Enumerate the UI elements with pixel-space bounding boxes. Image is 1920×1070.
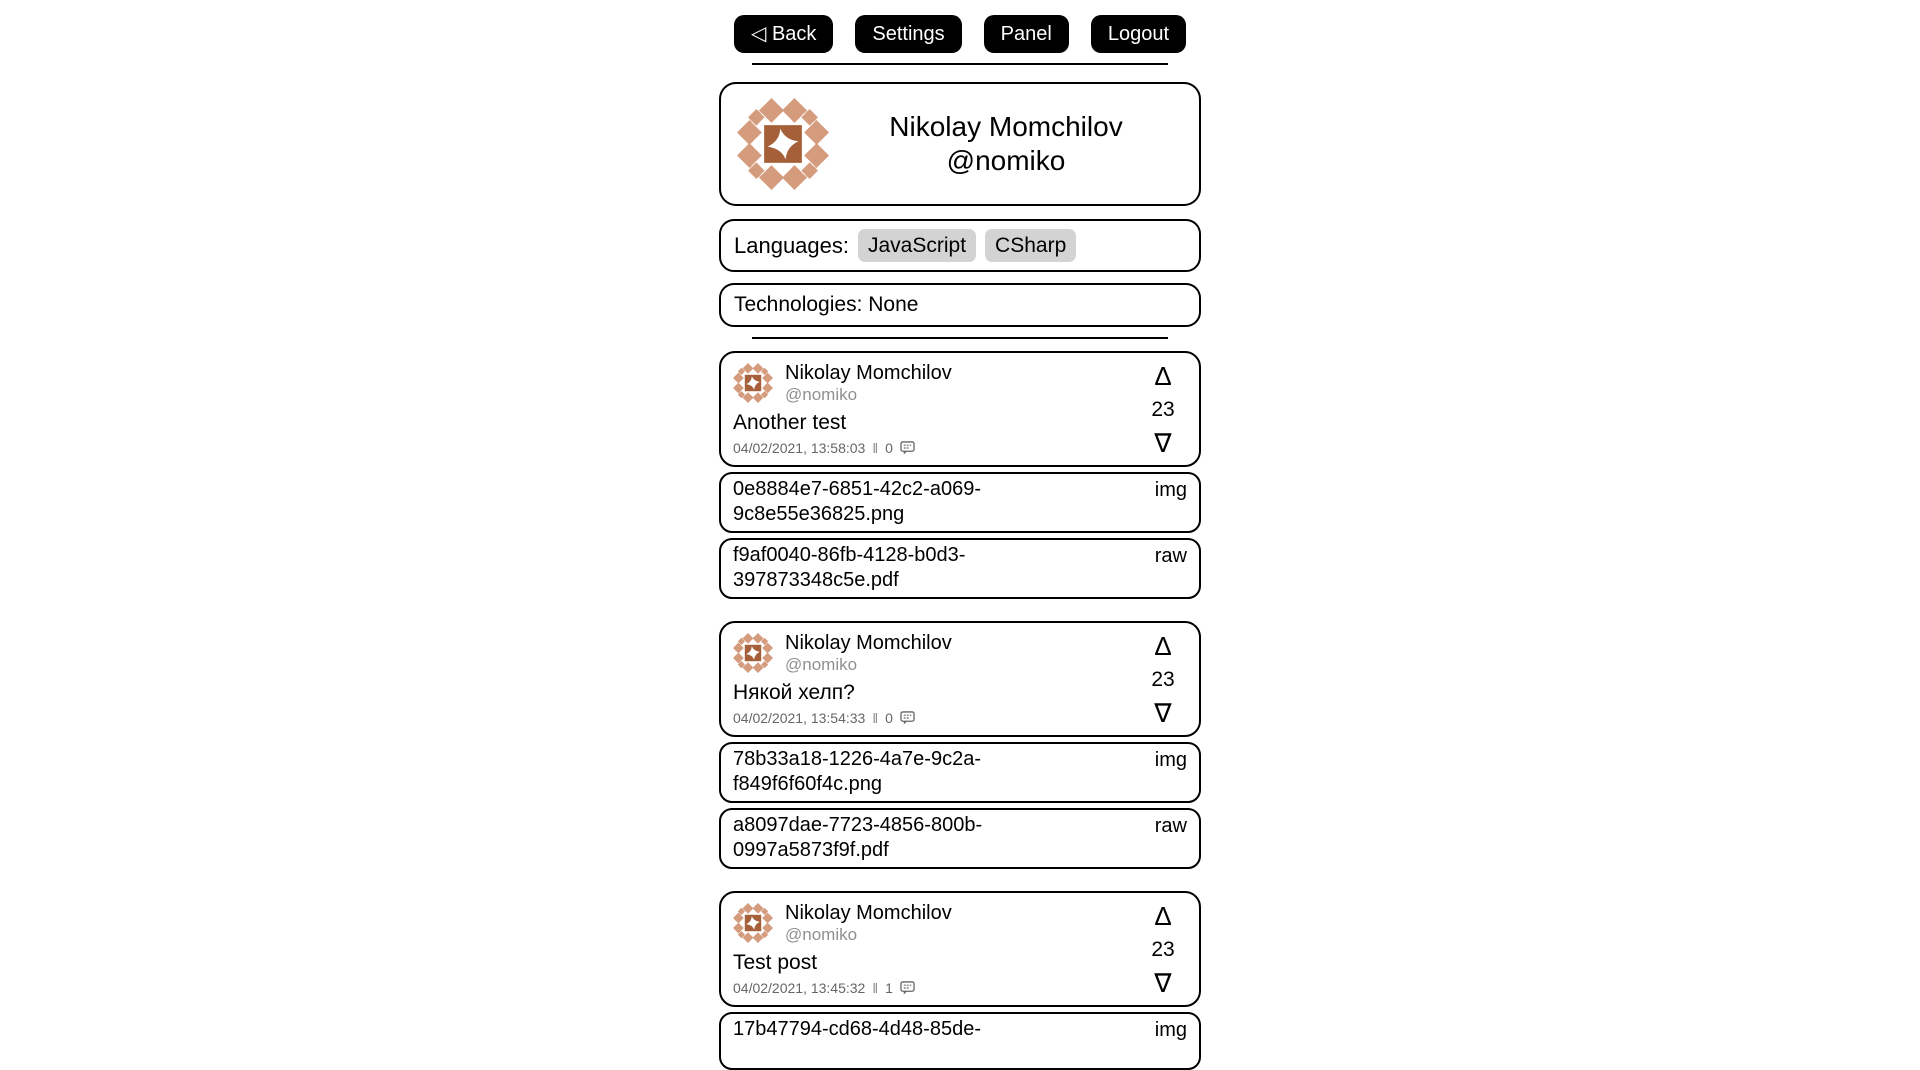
vote-count: 23 (1151, 937, 1175, 961)
language-tag-csharp[interactable]: CSharp (985, 229, 1076, 262)
attachment-filename: 17b47794-cd68-4d48-85de- (733, 1018, 981, 1041)
post-header (733, 361, 1139, 405)
profile-name: Nikolay Momchilov (889, 111, 1123, 142)
top-toolbar (719, 0, 1201, 53)
profile-card (719, 82, 1201, 206)
settings-button[interactable]: Settings (855, 15, 961, 53)
profile-names (829, 110, 1183, 178)
post-comment-count: 0 (885, 440, 893, 457)
upvote-button[interactable]: Δ (1154, 901, 1172, 932)
post-card[interactable] (719, 891, 1201, 1007)
attachment-row[interactable] (719, 808, 1201, 869)
downvote-button[interactable]: ∇ (1154, 968, 1172, 999)
attachment-filename: 0e8884e7-6851-42c2-a069- 9c8e55e36825.png (733, 478, 981, 526)
meta-separator: ‖ (872, 440, 879, 457)
post-comment-count: 1 (885, 980, 893, 997)
vote-count: 23 (1151, 667, 1175, 691)
post-author-name: Nikolay Momchilov (785, 362, 952, 385)
post-header (733, 901, 1139, 945)
posts-list (719, 351, 1201, 1070)
attachment-type-badge: raw (1154, 545, 1187, 568)
post-avatar (733, 363, 773, 403)
post-author-handle: @nomiko (785, 655, 858, 675)
language-tag-javascript[interactable]: JavaScript (858, 229, 976, 262)
meta-separator: ‖ (872, 980, 879, 997)
post-header (733, 631, 1139, 675)
post-card[interactable] (719, 351, 1201, 467)
downvote-button[interactable]: ∇ (1154, 698, 1172, 729)
post-author-handle: @nomiko (785, 925, 858, 945)
comment-icon (900, 711, 915, 725)
comment-icon (900, 981, 915, 995)
downvote-button[interactable]: ∇ (1154, 428, 1172, 459)
attachment-type-badge: raw (1154, 815, 1187, 838)
attachment-filename: a8097dae-7723-4856-800b- 0997a5873f9f.pdf (733, 814, 983, 862)
vote-count: 23 (1151, 397, 1175, 421)
attachment-row[interactable] (719, 538, 1201, 599)
post-meta (733, 980, 1139, 996)
post-timestamp: 04/02/2021, 13:45:32 (733, 980, 866, 997)
post-title[interactable]: Another test (733, 411, 847, 435)
post-main (733, 361, 1139, 456)
post-meta (733, 440, 1139, 456)
post-group (719, 621, 1201, 869)
attachment-row[interactable] (719, 472, 1201, 533)
post-meta (733, 710, 1139, 726)
post-title[interactable]: Test post (733, 951, 818, 975)
languages-card (719, 219, 1201, 272)
attachment-row[interactable] (719, 742, 1201, 803)
profile-handle: @nomiko (946, 145, 1066, 176)
technologies-card (719, 283, 1201, 327)
post-avatar (733, 903, 773, 943)
comment-icon (900, 441, 915, 455)
post-main (733, 901, 1139, 996)
panel-button[interactable]: Panel (984, 15, 1069, 53)
attachment-type-badge: img (1154, 1019, 1187, 1042)
divider-posts (752, 337, 1168, 339)
upvote-button[interactable]: Δ (1154, 631, 1172, 662)
post-card[interactable] (719, 621, 1201, 737)
post-author-block (785, 631, 952, 675)
back-button[interactable]: ◁ Back (734, 15, 833, 53)
attachment-filename: 78b33a18-1226-4a7e-9c2a- f849f6f60f4c.png (733, 748, 981, 796)
profile-avatar (737, 98, 829, 190)
post-author-handle: @nomiko (785, 385, 858, 405)
technologies-label: Technologies: None (734, 293, 919, 317)
meta-separator: ‖ (872, 710, 879, 727)
post-group (719, 351, 1201, 599)
post-comment-count: 0 (885, 710, 893, 727)
page-container (719, 0, 1201, 1070)
post-author-name: Nikolay Momchilov (785, 902, 952, 925)
post-votes (1139, 631, 1187, 729)
post-main (733, 631, 1139, 726)
post-votes (1139, 901, 1187, 999)
post-author-block (785, 901, 952, 945)
languages-label: Languages: (734, 232, 849, 258)
divider-top (752, 63, 1168, 65)
post-author-name: Nikolay Momchilov (785, 632, 952, 655)
upvote-button[interactable]: Δ (1154, 361, 1172, 392)
attachment-row[interactable] (719, 1012, 1201, 1070)
post-title[interactable]: Някой хелп? (733, 681, 855, 705)
attachment-type-badge: img (1154, 479, 1187, 502)
post-author-block (785, 361, 952, 405)
logout-button[interactable]: Logout (1091, 15, 1186, 53)
attachment-type-badge: img (1154, 749, 1187, 772)
post-group (719, 891, 1201, 1070)
attachment-filename: f9af0040-86fb-4128-b0d3- 397873348c5e.pdf (733, 544, 966, 592)
post-timestamp: 04/02/2021, 13:54:33 (733, 710, 866, 727)
post-avatar (733, 633, 773, 673)
post-votes (1139, 361, 1187, 459)
post-timestamp: 04/02/2021, 13:58:03 (733, 440, 866, 457)
